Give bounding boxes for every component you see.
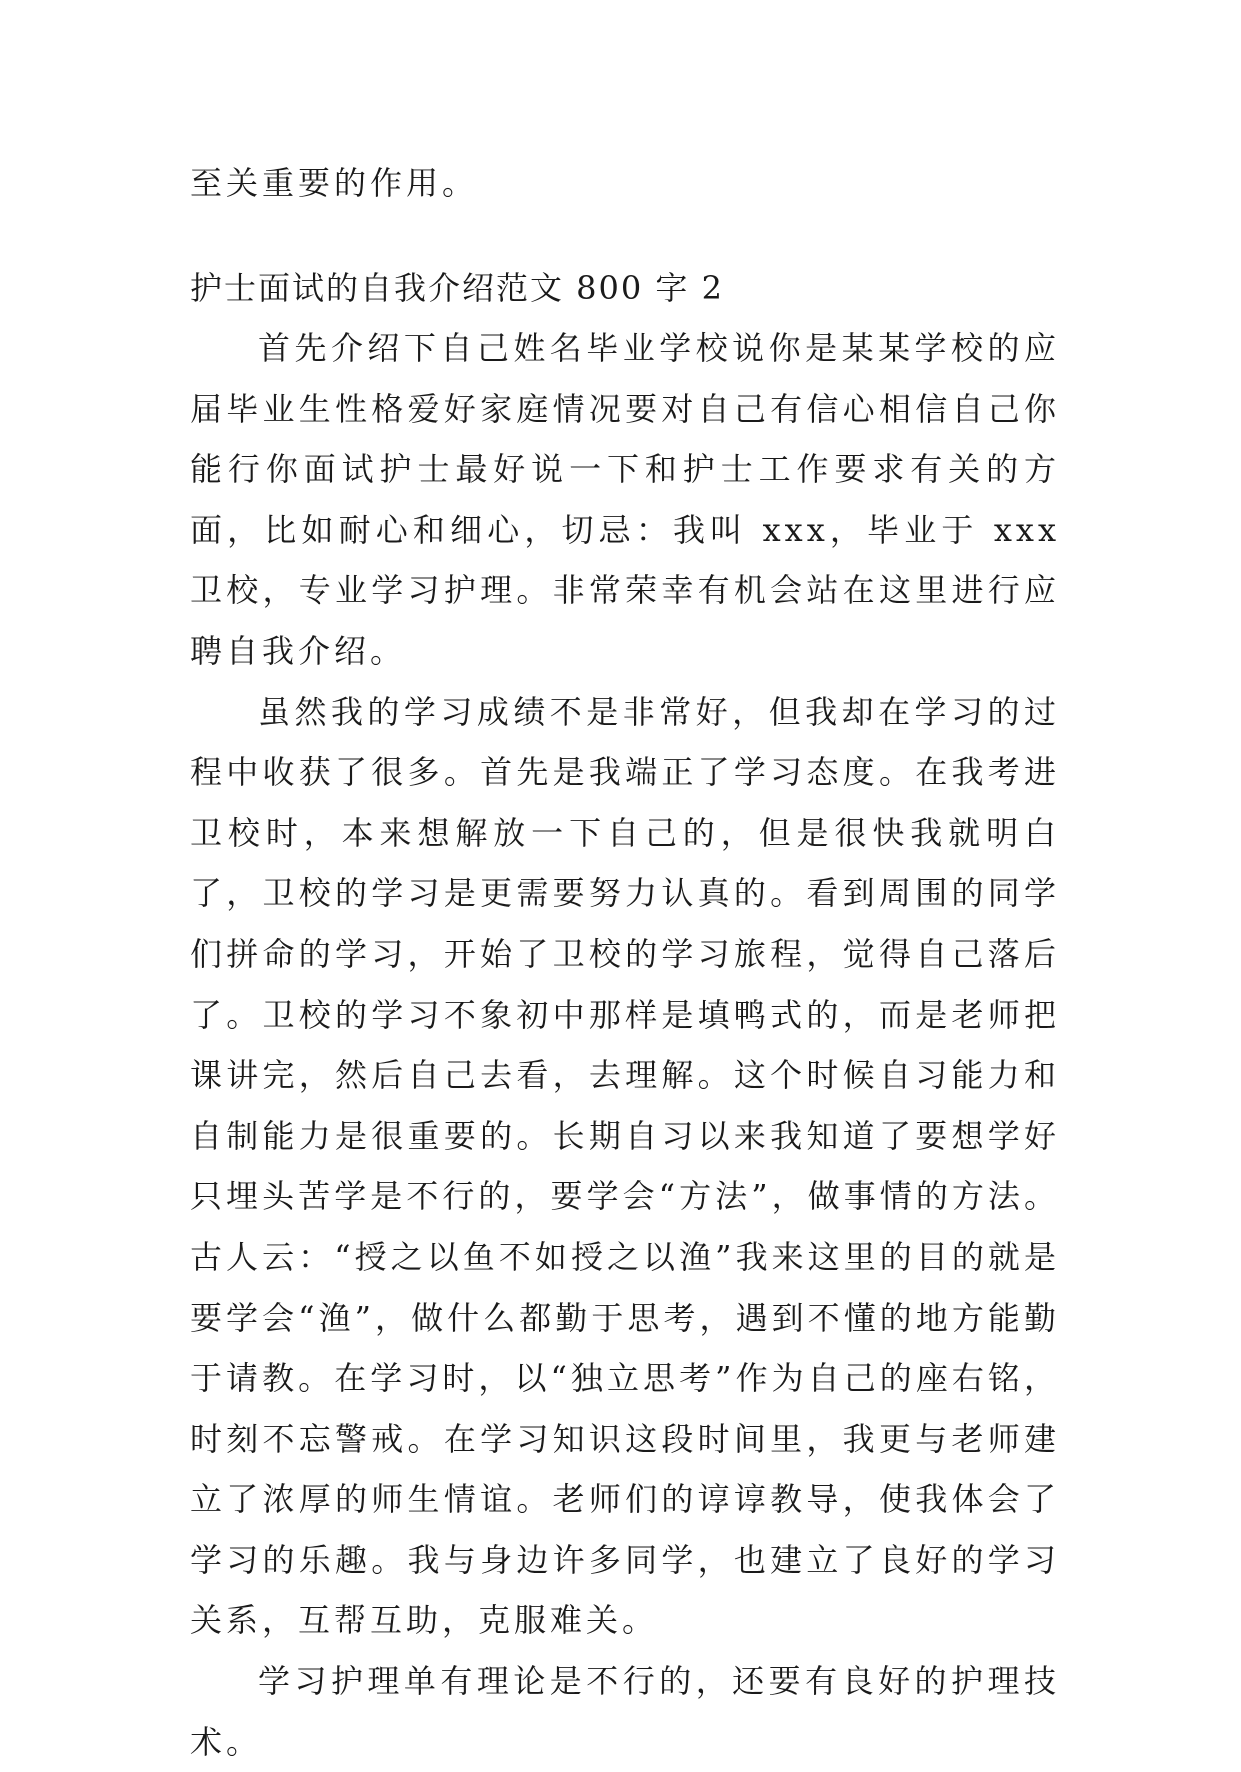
paragraph-3: 学习护理单有理论是不行的，还要有良好的护理技术。 xyxy=(190,1662,1060,1761)
document-body xyxy=(190,153,1060,1772)
paragraph-2: 虽然我的学习成绩不是非常好，但我却在学习的过程中收获了很多。首先是我端正了学习态度。在我考进卫校时，本来想解放一下自己的，但是很快我就明白了，卫校的学习是更需要努力认真的。看到周围的同学们拼命的学习，开始了卫校的学习旅程，觉得自己落后了。卫校的学习不象初中那样是填鸭式的，而是老师把课讲完，然后自己去看，去理解。这个时候自习能力和自制能力是很重要的。长期自习以来我知道了要想学好只埋头苦学是不行的，要学会“方法”，做事情的方法。古人云：“授之以鱼不如授之以渔”我来这里的目的就是要学会“渔”，做什么都勤于思考，遇到不懂的地方能勤于请教。在学习时，以“独立思考”作为自己的座右铭，时刻不忘警戒。在学习知识这段时间里，我更与老师建立了浓厚的师生情谊。老师们的谆谆教导，使我体会了学习的乐趣。我与身边许多同学，也建立了良好的学习关系，互帮互助，克服难关。 xyxy=(190,692,1060,1640)
continuation-text: 至关重要的作用。 xyxy=(190,164,479,202)
section-heading: 护士面试的自我介绍范文 800 字 2 xyxy=(190,269,724,307)
paragraph-1: 首先介绍下自己姓名毕业学校说你是某某学校的应届毕业生性格爱好家庭情况要对自己有信心相信自己你能行你面试护士最好说一下和护士工作要求有关的方面，比如耐心和细心，切忌：我叫 xxx，毕业于 xxx 卫校，专业学习护理。非常荣幸有机会站在这里进行应聘自我介绍。 xyxy=(190,329,1060,670)
